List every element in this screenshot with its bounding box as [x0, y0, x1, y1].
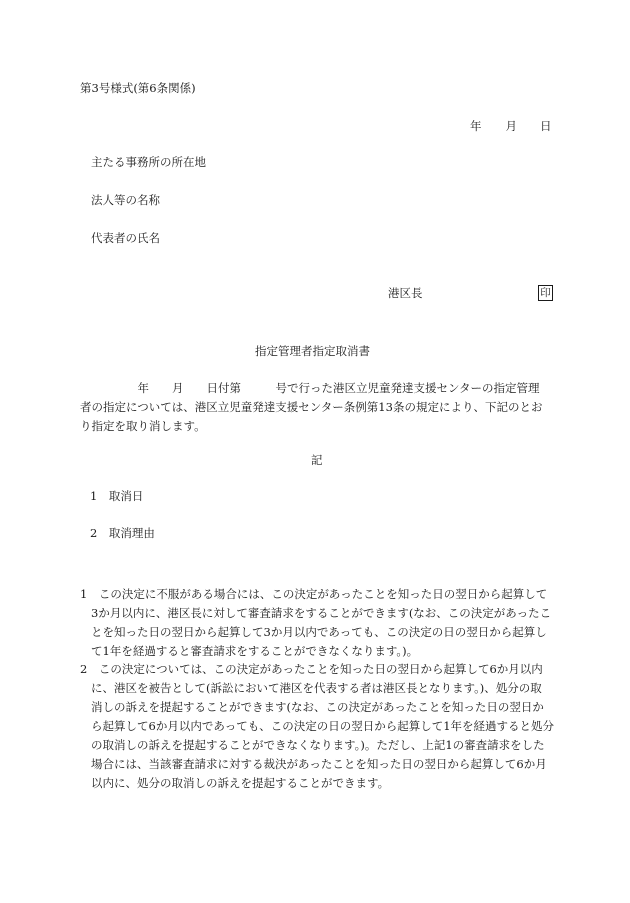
- intro-line: 者の指定については、港区立児童発達支援センター条例第13条の規定により、下記のとお: [80, 400, 543, 414]
- note-line: 場合には、当該審査請求に対する裁決があったことを知った日の翌日から起算して6か月: [91, 757, 547, 771]
- note-appeal: [80, 585, 555, 661]
- note-line: 消しの訴えを提起することができます(なお、この決定があったことを知った日の翌日か: [91, 700, 544, 714]
- note-line: とを知った日の翌日から起算して3か月以内であっても、この決定の日の翌日から起算し: [91, 625, 547, 639]
- note-line: て1年を経過すると審査請求をすることができなくなります。)。: [91, 644, 419, 658]
- note-line: 以内に、処分の取消しの訴えを提起することができます。: [91, 776, 390, 790]
- recipient-address-label: 主たる事務所の所在地: [91, 155, 206, 169]
- form-number-label: 第3号様式(第6条関係): [80, 81, 196, 95]
- date-year: 年: [470, 119, 482, 133]
- note-line: 2 この決定については、この決定があったことを知った日の翌日から起算して6か月以内: [80, 662, 543, 676]
- representative-label: 代表者の氏名: [91, 231, 160, 245]
- note-line: ら起算して6か月以内であっても、この決定の日の翌日から起算して1年を経過すると処分: [91, 719, 555, 733]
- issuer-title: 港区長: [388, 286, 423, 300]
- document-title: 指定管理者指定取消書: [255, 344, 370, 358]
- note-line: の取消しの訴えを提起することができなくなります。)。ただし、上記1の審査請求をした: [91, 738, 545, 752]
- seal-mark: 印: [538, 285, 553, 301]
- intro-line: り指定を取り消します。: [80, 419, 206, 433]
- date-line: [470, 121, 552, 133]
- intro-paragraph: [80, 379, 552, 436]
- date-day: 日: [540, 119, 552, 133]
- date-month: 月: [505, 119, 517, 133]
- note-line: 3か月以内に、港区長に対して審査請求をすることができます(なお、この決定があったこ: [91, 606, 552, 620]
- item-cancellation-date: 1 取消日: [90, 489, 144, 503]
- item-cancellation-reason: 2 取消理由: [90, 526, 155, 540]
- intro-line: 年 月 日付第 号で行った港区立児童発達支援センターの指定管理: [80, 381, 540, 395]
- note-line: に、港区を被告として(訴訟において港区を代表する者は港区長となります。)、処分の取: [91, 681, 542, 695]
- note-line: 1 この決定に不服がある場合には、この決定があったことを知った日の翌日から起算して: [80, 587, 548, 601]
- ki-heading: 記: [311, 453, 323, 467]
- recipient-name-label: 法人等の名称: [91, 193, 160, 207]
- note-lawsuit: [80, 660, 555, 793]
